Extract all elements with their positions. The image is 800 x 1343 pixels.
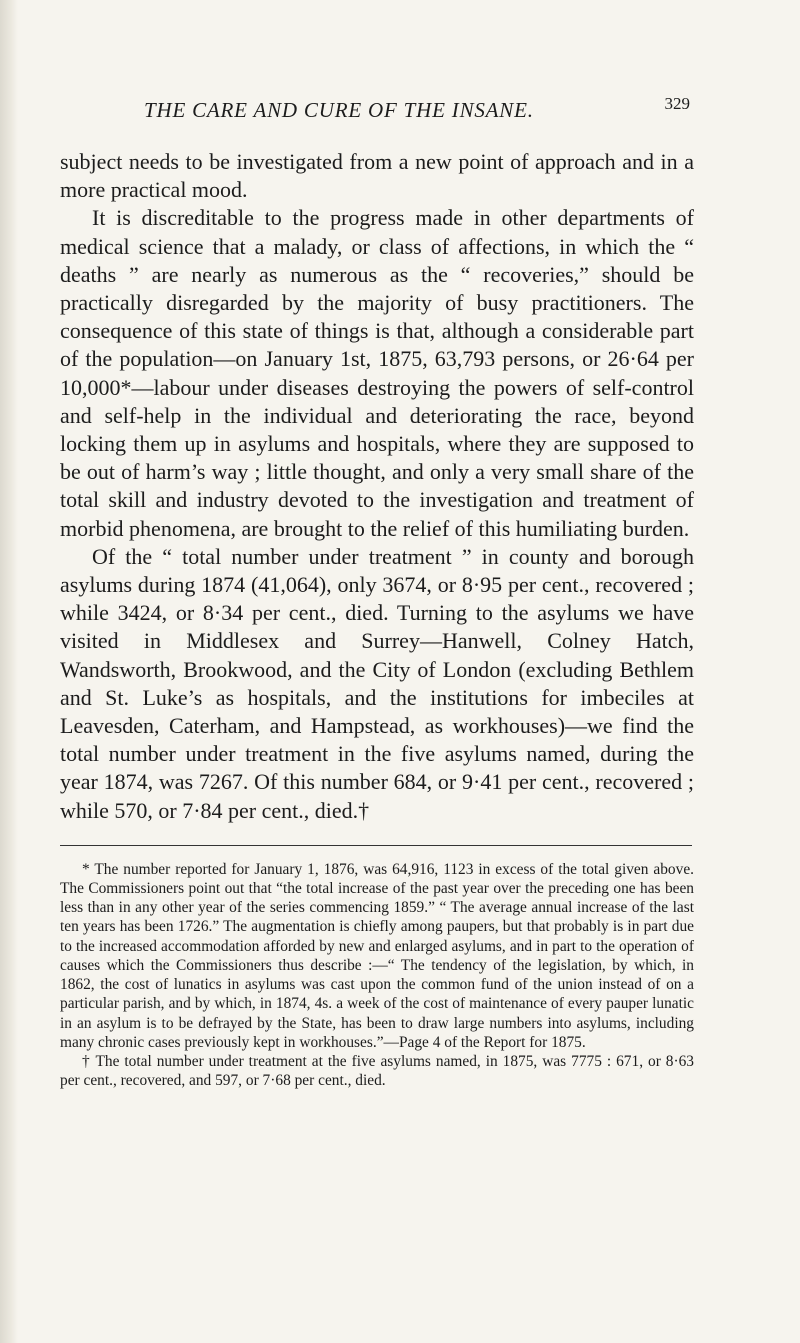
paragraph: Of the “ total number under treatment ” in county and borough asylums during 1874 (41,064), only 3674, or 8·95 per cent., recovered ; while 3424, or 8·34 per cent., died. Turning to the asylums we have visited in Middlesex and Surrey—Hanwell, Colney Hatch, Wandsworth, Brookwood, and the City of London (excluding Bethlem and St. Luke’s as hospitals, and the institutions for imbeciles at Leavesden, Caterham, and Hampstead, as workhouses)—we find the total number under treatment in the five asylums named, during the year 1874, was 7267. Of this number 684, or 9·41 per cent., recovered ; while 570, or 7·84 per cent., died.†	[60, 543, 694, 823]
paragraph-continued: subject needs to be investigated from a new point of approach and in a more practical mood.	[60, 149, 694, 203]
running-title: THE CARE AND CURE OF THE INSANE.	[144, 98, 534, 122]
running-head	[60, 88, 694, 124]
page-binding-edge	[0, 0, 18, 1343]
page-number: 329	[664, 94, 690, 113]
footnote-asterisk: * The number reported for January 1, 1876, was 64,916, 1123 in excess of the total given above. The Commissioners point out that “the total increase of the past year over the preceding one has been less than in any other year of the series commencing 1859.” “ The average annual increase of the last ten years has been 1726.” The augmentation is chiefly among paupers, but that probably is in part due to the increased accommodation afforded by new and enlarged asylums, and in part to the operation of causes which the Commissioners thus describe :—“ The tendency of the legislation, by which, in 1862, the cost of lunatics in asylums was cast upon the common fund of the union instead of on a particular parish, and by which, in 1874, 4s. a week of the cost of maintenance of every pauper lunatic in an asylum is to be defrayed by the State, has been to draw large numbers into asylums, including many chronic cases previously kept in workhouses.”—Page 4 of the Report for 1875.	[60, 860, 694, 1051]
paragraph: It is discreditable to the progress made in other departments of medical science that a malady, or class of affections, in which the “ deaths ” are nearly as numerous as the “ recoveries,” should be practically disregarded by the majority of busy practitioners. The consequence of this state of things is that, although a considerable part of the population—on January 1st, 1875, 63,793 persons, or 26·64 per 10,000*—labour under diseases destroying the powers of self-control and self-help in the individual and deteriorating the race, beyond locking them up in asylums and hospitals, where they are supposed to be out of harm’s way ; little thought, and only a very small share of the total skill and industry devoted to the investigation and treatment of morbid phenomena, are brought to the relief of this humiliating burden.	[60, 205, 694, 541]
book-page	[60, 88, 694, 1090]
footnote-rule	[60, 845, 692, 846]
footnote-dagger: † The total number under treatment at the five asylums named, in 1875, was 7775 : 671, or 8·63 per cent., recovered, and 597, or 7·68 per cent., died.	[60, 1052, 694, 1090]
body-text	[60, 148, 694, 825]
footnotes	[60, 860, 694, 1090]
